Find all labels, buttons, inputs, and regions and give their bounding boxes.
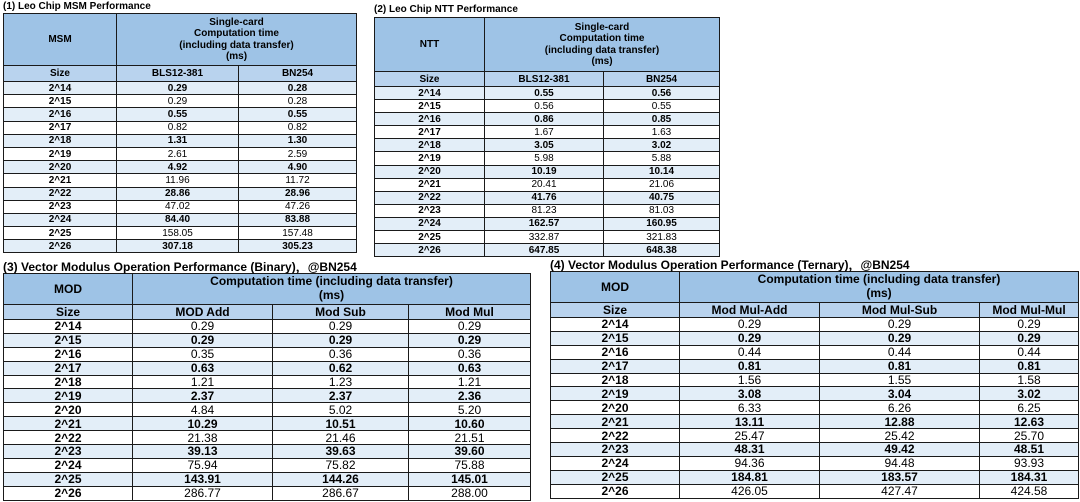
binary-value-cell: 286.67: [273, 486, 409, 500]
ternary-group-header: Computation time (including data transfer) (ms): [680, 272, 1079, 303]
binary-value-cell: 75.94: [133, 458, 273, 472]
ntt-size-cell: 2^24: [375, 217, 485, 230]
binary-value-cell: 21.38: [133, 431, 273, 445]
ternary-value-cell: 0.44: [820, 345, 980, 359]
ntt-value-cell: 647.85: [485, 244, 604, 257]
ternary-size-cell: 2^24: [551, 456, 680, 470]
table-row: [375, 126, 720, 139]
binary-value-cell: 0.63: [133, 361, 273, 375]
ternary-size-cell: 2^16: [551, 345, 680, 359]
ternary-value-cell: 427.47: [820, 484, 980, 498]
msm-value-cell: 83.88: [239, 213, 357, 226]
ternary-size-cell: 2^18: [551, 373, 680, 387]
binary-value-cell: 0.63: [409, 361, 531, 375]
msm-table: [3, 13, 357, 253]
table-row: [4, 445, 531, 459]
ntt-size-cell: 2^15: [375, 100, 485, 113]
msm-size-cell: 2^22: [4, 187, 117, 200]
ntt-size-cell: 2^25: [375, 231, 485, 244]
msm-value-cell: 4.90: [239, 161, 357, 174]
msm-size-cell: 2^21: [4, 174, 117, 187]
msm-group-header: Single-card Computation time (including data transfer) (ms): [117, 14, 357, 66]
ternary-size-cell: 2^20: [551, 401, 680, 415]
ternary-performance-block: [550, 256, 1079, 499]
msm-size-cell: 2^16: [4, 108, 117, 121]
binary-value-cell: 0.29: [273, 333, 409, 347]
ntt-size-cell: 2^16: [375, 113, 485, 126]
ternary-column-header: Size: [551, 303, 680, 318]
table-row: [551, 429, 1079, 443]
msm-value-cell: 11.72: [239, 174, 357, 187]
binary-value-cell: 39.63: [273, 445, 409, 459]
ntt-value-cell: 0.86: [485, 113, 604, 126]
msm-value-cell: 0.82: [239, 121, 357, 134]
ntt-value-cell: 5.98: [485, 152, 604, 165]
msm-corner-label: MSM: [4, 14, 117, 66]
ternary-table: [550, 271, 1079, 499]
binary-size-cell: 2^24: [4, 458, 133, 472]
table-row: [4, 134, 357, 147]
table-row: [551, 359, 1079, 373]
table-row: [4, 389, 531, 403]
ntt-size-cell: 2^14: [375, 87, 485, 100]
ternary-size-cell: 2^17: [551, 359, 680, 373]
binary-value-cell: 2.37: [133, 389, 273, 403]
ntt-value-cell: 10.14: [604, 165, 720, 178]
ntt-value-cell: 81.23: [485, 204, 604, 217]
ntt-value-cell: 0.56: [485, 100, 604, 113]
table-row: [4, 486, 531, 500]
table-row: [551, 456, 1079, 470]
msm-value-cell: 84.40: [117, 213, 239, 226]
ternary-value-cell: 3.04: [820, 387, 980, 401]
ntt-column-header: BN254: [604, 72, 720, 87]
msm-value-cell: 28.86: [117, 187, 239, 200]
table-row: [551, 484, 1079, 498]
ntt-value-cell: 0.55: [604, 100, 720, 113]
binary-value-cell: 0.29: [273, 320, 409, 334]
binary-value-cell: 0.29: [409, 333, 531, 347]
binary-value-cell: 2.37: [273, 389, 409, 403]
msm-value-cell: 157.48: [239, 227, 357, 240]
table-row: [551, 415, 1079, 429]
binary-size-cell: 2^21: [4, 417, 133, 431]
binary-size-cell: 2^22: [4, 431, 133, 445]
ternary-value-cell: 13.11: [680, 415, 820, 429]
table-row: [375, 152, 720, 165]
ternary-value-cell: 184.81: [680, 470, 820, 484]
ternary-size-cell: 2^25: [551, 470, 680, 484]
table-row: [551, 345, 1079, 359]
binary-size-cell: 2^16: [4, 347, 133, 361]
msm-value-cell: 1.30: [239, 134, 357, 147]
ternary-value-cell: 0.29: [820, 318, 980, 332]
binary-size-cell: 2^26: [4, 486, 133, 500]
ntt-value-cell: 648.38: [604, 244, 720, 257]
msm-value-cell: 0.28: [239, 82, 357, 95]
ternary-column-header: Mod Mul-Mul: [980, 303, 1079, 318]
ternary-value-cell: 1.56: [680, 373, 820, 387]
msm-value-cell: 307.18: [117, 240, 239, 253]
binary-caption: (3) Vector Modulus Operation Performance (Binary)，@BN254: [3, 260, 357, 274]
ternary-value-cell: 1.55: [820, 373, 980, 387]
msm-column-header: BLS12-381: [117, 66, 239, 82]
ternary-value-cell: 49.42: [820, 443, 980, 457]
ternary-value-cell: 6.33: [680, 401, 820, 415]
ternary-value-cell: 12.63: [980, 415, 1079, 429]
table-row: [4, 417, 531, 431]
ternary-value-cell: 25.47: [680, 429, 820, 443]
binary-table: [3, 273, 531, 501]
ntt-value-cell: 3.05: [485, 139, 604, 152]
binary-value-cell: 75.82: [273, 458, 409, 472]
ternary-value-cell: 184.31: [980, 470, 1079, 484]
ntt-value-cell: 332.87: [485, 231, 604, 244]
binary-column-header: Size: [4, 305, 133, 320]
binary-value-cell: 21.46: [273, 431, 409, 445]
msm-size-cell: 2^24: [4, 213, 117, 226]
binary-value-cell: 0.36: [273, 347, 409, 361]
ntt-size-cell: 2^22: [375, 191, 485, 204]
msm-column-header: Size: [4, 66, 117, 82]
ternary-value-cell: 12.88: [820, 415, 980, 429]
table-row: [4, 240, 357, 253]
msm-size-cell: 2^17: [4, 121, 117, 134]
ntt-value-cell: 21.06: [604, 178, 720, 191]
ternary-value-cell: 0.29: [980, 318, 1079, 332]
ternary-value-cell: 0.29: [680, 331, 820, 345]
table-row: [4, 375, 531, 389]
ntt-size-cell: 2^21: [375, 178, 485, 191]
ntt-value-cell: 40.75: [604, 191, 720, 204]
ternary-corner-label: MOD: [551, 272, 680, 303]
binary-value-cell: 5.02: [273, 403, 409, 417]
ntt-column-header: Size: [375, 72, 485, 87]
ntt-value-cell: 0.85: [604, 113, 720, 126]
binary-value-cell: 75.88: [409, 458, 531, 472]
ternary-value-cell: 3.02: [980, 387, 1079, 401]
ternary-size-cell: 2^26: [551, 484, 680, 498]
binary-value-cell: 0.29: [133, 333, 273, 347]
msm-value-cell: 0.55: [117, 108, 239, 121]
ntt-value-cell: 162.57: [485, 217, 604, 230]
msm-size-cell: 2^23: [4, 200, 117, 213]
table-row: [551, 470, 1079, 484]
ntt-value-cell: 160.95: [604, 217, 720, 230]
table-row: [375, 139, 720, 152]
table-row: [4, 361, 531, 375]
ternary-value-cell: 25.70: [980, 429, 1079, 443]
binary-value-cell: 0.62: [273, 361, 409, 375]
ntt-value-cell: 0.55: [485, 87, 604, 100]
binary-group-header: Computation time (including data transfer) (ms): [133, 274, 531, 305]
msm-performance-block: [3, 1, 357, 253]
binary-value-cell: 288.00: [409, 486, 531, 500]
binary-size-cell: 2^15: [4, 333, 133, 347]
ntt-value-cell: 321.83: [604, 231, 720, 244]
ternary-value-cell: 94.36: [680, 456, 820, 470]
binary-value-cell: 4.84: [133, 403, 273, 417]
ntt-value-cell: 0.56: [604, 87, 720, 100]
binary-value-cell: 286.77: [133, 486, 273, 500]
ternary-size-cell: 2^22: [551, 429, 680, 443]
table-row: [375, 113, 720, 126]
ntt-value-cell: 1.67: [485, 126, 604, 139]
ternary-value-cell: 25.42: [820, 429, 980, 443]
ntt-value-cell: 3.02: [604, 139, 720, 152]
msm-size-cell: 2^18: [4, 134, 117, 147]
binary-size-cell: 2^23: [4, 445, 133, 459]
msm-size-cell: 2^15: [4, 95, 117, 108]
binary-value-cell: 1.21: [409, 375, 531, 389]
binary-performance-block: [3, 258, 531, 501]
table-row: [551, 331, 1079, 345]
ternary-value-cell: 6.25: [980, 401, 1079, 415]
ternary-size-cell: 2^23: [551, 443, 680, 457]
table-row: [4, 174, 357, 187]
msm-size-cell: 2^26: [4, 240, 117, 253]
msm-value-cell: 28.96: [239, 187, 357, 200]
msm-value-cell: 2.61: [117, 147, 239, 160]
ternary-value-cell: 424.58: [980, 484, 1079, 498]
msm-value-cell: 0.82: [117, 121, 239, 134]
binary-corner-label: MOD: [4, 274, 133, 305]
ntt-value-cell: 5.88: [604, 152, 720, 165]
msm-value-cell: 0.28: [239, 95, 357, 108]
ternary-value-cell: 183.57: [820, 470, 980, 484]
msm-value-cell: 47.02: [117, 200, 239, 213]
table-row: [375, 87, 720, 100]
ntt-value-cell: 41.76: [485, 191, 604, 204]
msm-column-header: BN254: [239, 66, 357, 82]
binary-value-cell: 39.60: [409, 445, 531, 459]
msm-value-cell: 0.29: [117, 82, 239, 95]
table-row: [4, 95, 357, 108]
msm-value-cell: 305.23: [239, 240, 357, 253]
msm-value-cell: 1.31: [117, 134, 239, 147]
table-row: [4, 161, 357, 174]
binary-value-cell: 39.13: [133, 445, 273, 459]
binary-size-cell: 2^17: [4, 361, 133, 375]
ternary-value-cell: 0.81: [680, 359, 820, 373]
ternary-column-header: Mod Mul-Add: [680, 303, 820, 318]
ntt-size-cell: 2^26: [375, 244, 485, 257]
table-row: [375, 178, 720, 191]
binary-value-cell: 1.23: [273, 375, 409, 389]
table-row: [375, 204, 720, 217]
ternary-value-cell: 93.93: [980, 456, 1079, 470]
table-row: [4, 121, 357, 134]
binary-size-cell: 2^19: [4, 389, 133, 403]
ternary-value-cell: 0.29: [980, 331, 1079, 345]
table-row: [4, 472, 531, 486]
table-row: [4, 200, 357, 213]
table-row: [4, 458, 531, 472]
ternary-value-cell: 94.48: [820, 456, 980, 470]
ternary-size-cell: 2^19: [551, 387, 680, 401]
msm-value-cell: 0.55: [239, 108, 357, 121]
ternary-value-cell: 48.51: [980, 443, 1079, 457]
binary-size-cell: 2^20: [4, 403, 133, 417]
binary-value-cell: 143.91: [133, 472, 273, 486]
ternary-value-cell: 426.05: [680, 484, 820, 498]
table-row: [4, 82, 357, 95]
table-row: [4, 333, 531, 347]
ternary-value-cell: 0.29: [680, 318, 820, 332]
binary-value-cell: 2.36: [409, 389, 531, 403]
ternary-size-cell: 2^21: [551, 415, 680, 429]
binary-value-cell: 1.21: [133, 375, 273, 389]
table-row: [375, 100, 720, 113]
table-row: [4, 347, 531, 361]
ternary-value-cell: 3.08: [680, 387, 820, 401]
ntt-value-cell: 20.41: [485, 178, 604, 191]
ntt-value-cell: 81.03: [604, 204, 720, 217]
table-row: [375, 191, 720, 204]
table-row: [4, 227, 357, 240]
ternary-value-cell: 48.31: [680, 443, 820, 457]
ternary-value-cell: 0.29: [820, 331, 980, 345]
ternary-size-cell: 2^14: [551, 318, 680, 332]
ternary-size-cell: 2^15: [551, 331, 680, 345]
binary-value-cell: 10.60: [409, 417, 531, 431]
binary-value-cell: 145.01: [409, 472, 531, 486]
msm-value-cell: 4.92: [117, 161, 239, 174]
ntt-corner-label: NTT: [375, 18, 485, 72]
binary-column-header: Mod Sub: [273, 305, 409, 320]
table-row: [375, 165, 720, 178]
binary-value-cell: 144.26: [273, 472, 409, 486]
ntt-size-cell: 2^19: [375, 152, 485, 165]
msm-size-cell: 2^20: [4, 161, 117, 174]
ternary-caption: (4) Vector Modulus Operation Performance (Ternary)，@BN254: [550, 258, 910, 272]
table-row: [551, 443, 1079, 457]
binary-column-header: Mod Mul: [409, 305, 531, 320]
ternary-column-header: Mod Mul-Sub: [820, 303, 980, 318]
ntt-group-header: Single-card Computation time (including data transfer) (ms): [485, 18, 720, 72]
ntt-value-cell: 10.19: [485, 165, 604, 178]
table-row: [4, 403, 531, 417]
ntt-caption: (2) Leo Chip NTT Performance: [374, 4, 518, 15]
table-row: [4, 213, 357, 226]
binary-size-cell: 2^25: [4, 472, 133, 486]
table-row: [551, 401, 1079, 415]
table-row: [375, 217, 720, 230]
table-row: [4, 147, 357, 160]
msm-value-cell: 0.29: [117, 95, 239, 108]
binary-column-header: MOD Add: [133, 305, 273, 320]
table-row: [551, 373, 1079, 387]
binary-value-cell: 10.51: [273, 417, 409, 431]
ntt-size-cell: 2^17: [375, 126, 485, 139]
msm-value-cell: 2.59: [239, 147, 357, 160]
binary-size-cell: 2^18: [4, 375, 133, 389]
ntt-size-cell: 2^20: [375, 165, 485, 178]
table-row: [375, 244, 720, 257]
table-row: [4, 108, 357, 121]
ternary-value-cell: 0.44: [680, 345, 820, 359]
table-row: [551, 318, 1079, 332]
table-row: [551, 387, 1079, 401]
msm-value-cell: 11.96: [117, 174, 239, 187]
ntt-size-cell: 2^23: [375, 204, 485, 217]
binary-size-cell: 2^14: [4, 320, 133, 334]
ternary-value-cell: 0.81: [820, 359, 980, 373]
ternary-value-cell: 6.26: [820, 401, 980, 415]
binary-value-cell: 0.36: [409, 347, 531, 361]
msm-size-cell: 2^25: [4, 227, 117, 240]
table-row: [4, 320, 531, 334]
ternary-value-cell: 1.58: [980, 373, 1079, 387]
binary-value-cell: 10.29: [133, 417, 273, 431]
msm-size-cell: 2^19: [4, 147, 117, 160]
ntt-value-cell: 1.63: [604, 126, 720, 139]
ntt-table: [374, 17, 720, 257]
msm-size-cell: 2^14: [4, 82, 117, 95]
binary-value-cell: 21.51: [409, 431, 531, 445]
binary-value-cell: 0.29: [133, 320, 273, 334]
ntt-size-cell: 2^18: [375, 139, 485, 152]
table-row: [4, 187, 357, 200]
msm-caption: (1) Leo Chip MSM Performance: [3, 1, 151, 12]
msm-value-cell: 158.05: [117, 227, 239, 240]
binary-value-cell: 0.29: [409, 320, 531, 334]
binary-value-cell: 0.35: [133, 347, 273, 361]
table-row: [375, 231, 720, 244]
ntt-column-header: BLS12-381: [485, 72, 604, 87]
ternary-value-cell: 0.81: [980, 359, 1079, 373]
ternary-value-cell: 0.44: [980, 345, 1079, 359]
table-row: [4, 431, 531, 445]
msm-value-cell: 47.26: [239, 200, 357, 213]
ntt-performance-block: [374, 4, 720, 257]
binary-value-cell: 5.20: [409, 403, 531, 417]
